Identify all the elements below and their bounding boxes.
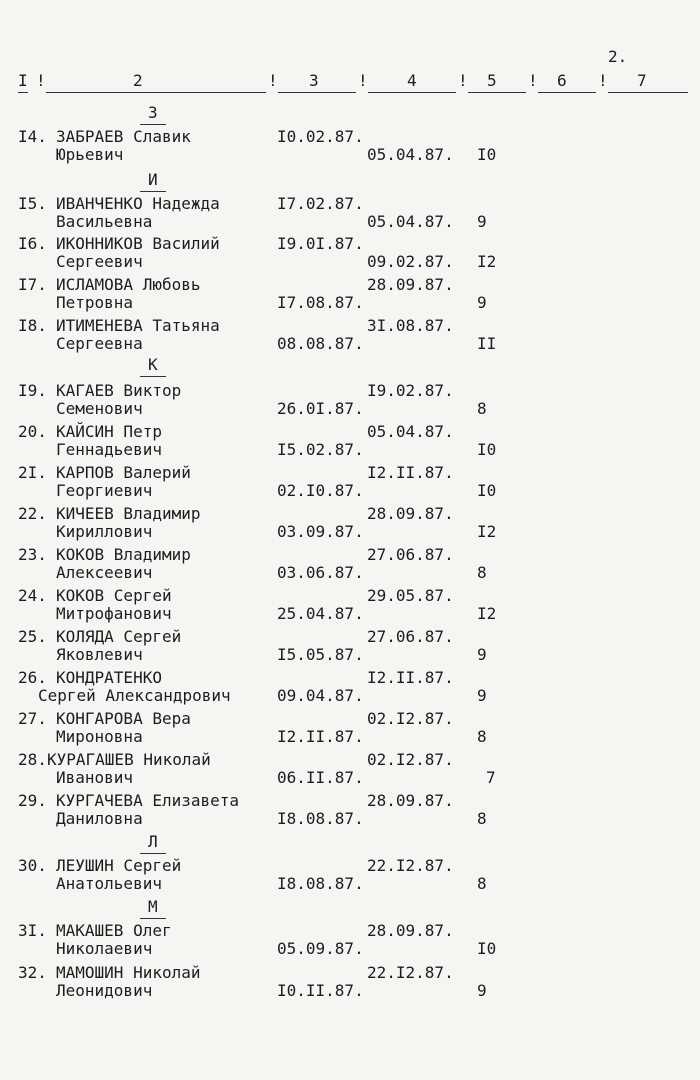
row-count: I0 bbox=[477, 481, 497, 500]
row-patronymic: Анатольевич bbox=[56, 874, 162, 893]
row-date-a: 3I.08.87. bbox=[367, 316, 454, 335]
row-date-b: I8.08.87. bbox=[277, 874, 364, 893]
row-count: 8 bbox=[477, 874, 487, 893]
col-separator: ! bbox=[268, 71, 278, 90]
header-rule bbox=[18, 92, 28, 93]
row-date-a: 27.06.87. bbox=[367, 545, 454, 564]
row-date-b: I5.02.87. bbox=[277, 440, 364, 459]
row-surname: ЛЕУШИН Сергей bbox=[56, 856, 182, 875]
row-surname: КОКОВ Сергей bbox=[56, 586, 172, 605]
row-date-b: 05.04.87. bbox=[367, 212, 454, 231]
row-number: 2I. bbox=[18, 463, 47, 482]
row-number: 24. bbox=[18, 586, 47, 605]
row-surname: ИКОННИКОВ Василий bbox=[56, 234, 220, 253]
row-number: I5. bbox=[18, 194, 47, 213]
row-number: 32. bbox=[18, 963, 47, 982]
row-patronymic: Геннадьевич bbox=[56, 440, 162, 459]
row-count: I2 bbox=[477, 252, 497, 271]
row-patronymic: Кириллович bbox=[56, 522, 153, 541]
row-count: I2 bbox=[477, 522, 497, 541]
row-count: II bbox=[477, 334, 497, 353]
row-patronymic: Даниловна bbox=[56, 809, 143, 828]
row-surname: КИЧЕЕВ Владимир bbox=[56, 504, 201, 523]
row-date-a: 02.I2.87. bbox=[367, 709, 454, 728]
row-patronymic: Алексеевич bbox=[56, 563, 153, 582]
header-rule bbox=[468, 92, 526, 93]
row-date-b: 05.09.87. bbox=[277, 939, 364, 958]
row-date-a: I2.II.87. bbox=[367, 463, 454, 482]
row-date-b: 03.06.87. bbox=[277, 563, 364, 582]
row-date-b: I7.08.87. bbox=[277, 293, 364, 312]
row-date-b: I0.II.87. bbox=[277, 981, 364, 1000]
row-patronymic: Митрофанович bbox=[56, 604, 172, 623]
header-rule bbox=[538, 92, 596, 93]
row-date-a: I2.II.87. bbox=[367, 668, 454, 687]
col-header-4: 4 bbox=[407, 71, 417, 90]
row-number: 20. bbox=[18, 422, 47, 441]
row-count: 8 bbox=[477, 399, 487, 418]
row-patronymic: Васильевна bbox=[56, 212, 153, 231]
row-date-b: 03.09.87. bbox=[277, 522, 364, 541]
row-number: I8. bbox=[18, 316, 47, 335]
row-date-b: 09.04.87. bbox=[277, 686, 364, 705]
row-date-b: 08.08.87. bbox=[277, 334, 364, 353]
col-separator: ! bbox=[598, 71, 608, 90]
row-date-a: 28.09.87. bbox=[367, 275, 454, 294]
row-count: 9 bbox=[477, 212, 487, 231]
row-date-b: 25.04.87. bbox=[277, 604, 364, 623]
section-letter: М bbox=[148, 898, 158, 916]
row-surname: КОЛЯДА Сергей bbox=[56, 627, 182, 646]
row-patronymic: Сергеевич bbox=[56, 252, 143, 271]
col-separator: ! bbox=[528, 71, 538, 90]
row-number: 27. bbox=[18, 709, 47, 728]
row-date-a: 29.05.87. bbox=[367, 586, 454, 605]
row-patronymic: Мироновна bbox=[56, 727, 143, 746]
row-number: I6. bbox=[18, 234, 47, 253]
row-date-a: 28.09.87. bbox=[367, 921, 454, 940]
row-count: 8 bbox=[477, 809, 487, 828]
row-count: 8 bbox=[477, 563, 487, 582]
row-date-a: I9.0I.87. bbox=[277, 234, 364, 253]
row-date-a: 05.04.87. bbox=[367, 422, 454, 441]
row-number: 25. bbox=[18, 627, 47, 646]
row-patronymic: Семенович bbox=[56, 399, 143, 418]
row-date-a: 28.09.87. bbox=[367, 504, 454, 523]
col-header-7: 7 bbox=[637, 71, 647, 90]
row-surname: КОНДРАТЕНКО bbox=[56, 668, 162, 687]
col-separator: ! bbox=[36, 71, 46, 90]
row-date-b: 05.04.87. bbox=[367, 145, 454, 164]
row-number: 23. bbox=[18, 545, 47, 564]
row-date-b: 02.I0.87. bbox=[277, 481, 364, 500]
row-surname: ИВАНЧЕНКО Надежда bbox=[56, 194, 220, 213]
row-surname: КОНГАРОВА Вера bbox=[56, 709, 191, 728]
row-date-a: 27.06.87. bbox=[367, 627, 454, 646]
row-number: I9. bbox=[18, 381, 47, 400]
header-rule bbox=[46, 92, 266, 93]
row-patronymic: Яковлевич bbox=[56, 645, 143, 664]
col-header-3: 3 bbox=[309, 71, 319, 90]
row-patronymic: Иванович bbox=[56, 768, 134, 787]
col-header-6: 6 bbox=[557, 71, 567, 90]
page-number: 2. bbox=[608, 47, 628, 66]
row-surname: КУРАГАШЕВ Николай bbox=[47, 750, 211, 769]
section-letter: Л bbox=[148, 833, 158, 851]
row-surname: КАЙСИН Петр bbox=[56, 422, 162, 441]
row-surname: ИТИМЕНЕВА Татьяна bbox=[56, 316, 220, 335]
row-date-b: I2.II.87. bbox=[277, 727, 364, 746]
row-patronymic: Леонидович bbox=[56, 981, 153, 1000]
row-number: 30. bbox=[18, 856, 47, 875]
row-patronymic: Сергеевна bbox=[56, 334, 143, 353]
row-number: 26. bbox=[18, 668, 47, 687]
row-surname: КАГАЕВ Виктор bbox=[56, 381, 182, 400]
row-surname: КУРГАЧЕВА Елизавета bbox=[56, 791, 240, 810]
row-count: I0 bbox=[477, 145, 497, 164]
header-rule bbox=[368, 92, 456, 93]
row-number: I4. bbox=[18, 127, 47, 146]
col-separator: ! bbox=[358, 71, 368, 90]
col-header-5: 5 bbox=[487, 71, 497, 90]
row-count: 9 bbox=[477, 293, 487, 312]
header-rule bbox=[608, 92, 688, 93]
row-patronymic: Петровна bbox=[56, 293, 134, 312]
row-patronymic: Сергей Александрович bbox=[38, 686, 231, 705]
row-number: 28. bbox=[18, 750, 47, 769]
row-patronymic: Николаевич bbox=[56, 939, 153, 958]
row-count: I0 bbox=[477, 939, 497, 958]
col-header-2: 2 bbox=[133, 71, 143, 90]
col-separator: ! bbox=[458, 71, 468, 90]
section-letter: И bbox=[148, 171, 158, 189]
row-surname: ИСЛАМОВА Любовь bbox=[56, 275, 201, 294]
row-surname: МАКАШЕВ Олег bbox=[56, 921, 172, 940]
row-patronymic: Юрьевич bbox=[56, 145, 124, 164]
row-date-a: I0.02.87. bbox=[277, 127, 364, 146]
row-date-a: 22.I2.87. bbox=[367, 856, 454, 875]
row-count: 8 bbox=[477, 727, 487, 746]
row-date-a: 02.I2.87. bbox=[367, 750, 454, 769]
row-count: 9 bbox=[477, 981, 487, 1000]
row-surname: ЗАБРАЕВ Славик bbox=[56, 127, 191, 146]
row-date-b: I8.08.87. bbox=[277, 809, 364, 828]
row-surname: МАМОШИН Николай bbox=[56, 963, 201, 982]
row-count: I0 bbox=[477, 440, 497, 459]
row-number: 3I. bbox=[18, 921, 47, 940]
col-header-1: I bbox=[18, 71, 28, 90]
row-date-b: 06.II.87. bbox=[277, 768, 364, 787]
row-surname: КАРПОВ Валерий bbox=[56, 463, 191, 482]
row-count: I2 bbox=[477, 604, 497, 623]
row-date-a: 22.I2.87. bbox=[367, 963, 454, 982]
row-date-a: I9.02.87. bbox=[367, 381, 454, 400]
row-patronymic: Георгиевич bbox=[56, 481, 153, 500]
row-count: 9 bbox=[477, 645, 487, 664]
row-number: 29. bbox=[18, 791, 47, 810]
row-number: I7. bbox=[18, 275, 47, 294]
row-count: 9 bbox=[477, 686, 487, 705]
row-number: 22. bbox=[18, 504, 47, 523]
row-date-a: I7.02.87. bbox=[277, 194, 364, 213]
row-date-b: 26.0I.87. bbox=[277, 399, 364, 418]
row-count: 7 bbox=[486, 768, 496, 787]
row-surname: КОКОВ Владимир bbox=[56, 545, 191, 564]
row-date-a: 28.09.87. bbox=[367, 791, 454, 810]
row-date-b: 09.02.87. bbox=[367, 252, 454, 271]
row-date-b: I5.05.87. bbox=[277, 645, 364, 664]
section-letter: З bbox=[148, 104, 158, 122]
header-rule bbox=[278, 92, 356, 93]
section-letter: К bbox=[148, 356, 158, 374]
